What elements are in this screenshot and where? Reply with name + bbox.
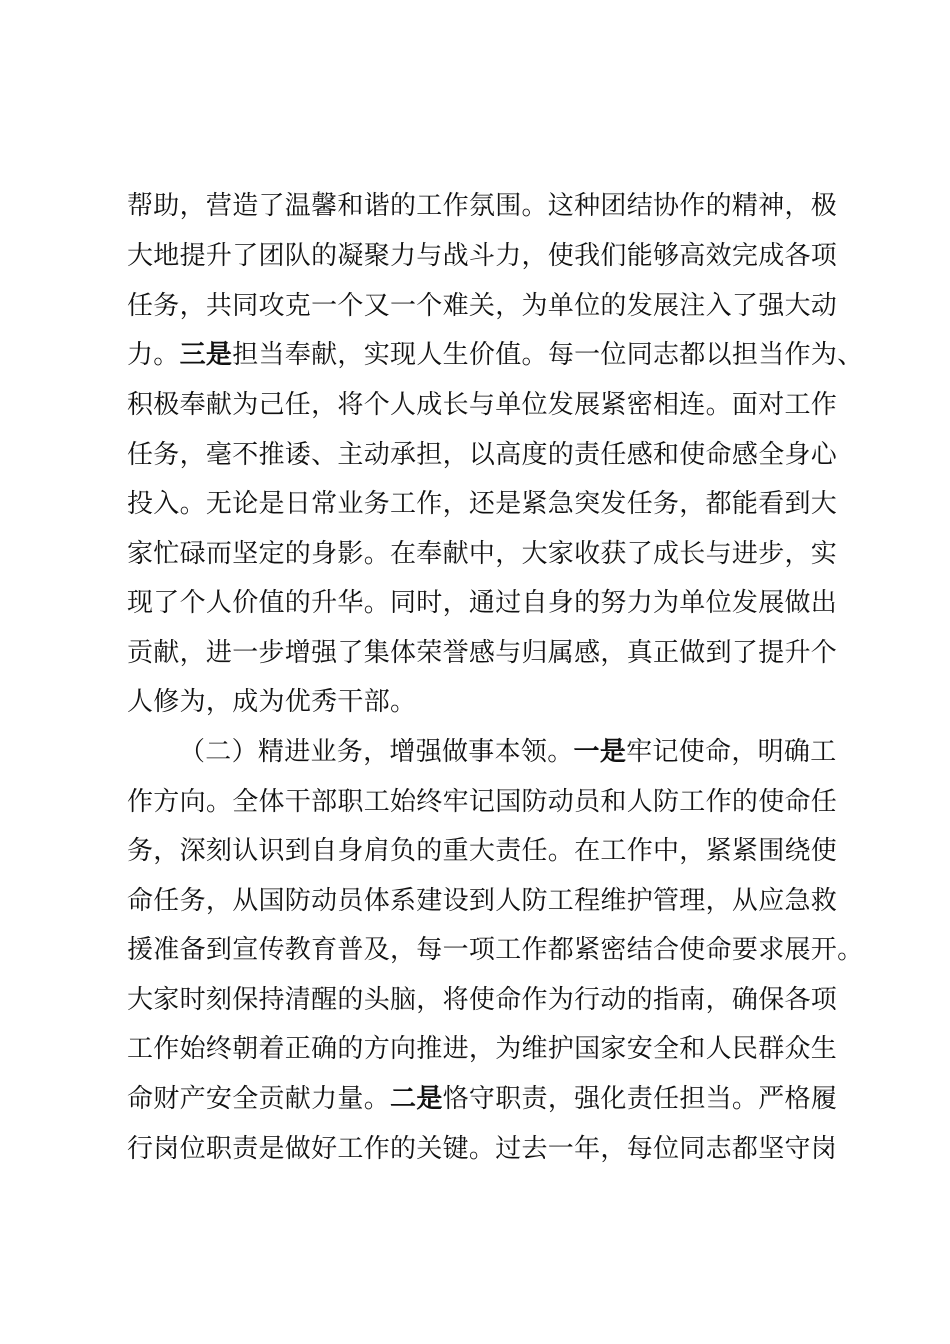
text-line bbox=[127, 876, 847, 926]
section-heading: （二）精进业务，增强做事本领。 bbox=[179, 737, 574, 767]
text-segment: 积极奉献为己任，将个人成长与单位发展紧密相连。面对工作 bbox=[127, 390, 838, 420]
text-segment: 任务，毫不推诿、主动承担，以高度的责任感和使命感全身心 bbox=[127, 440, 838, 470]
text-segment: 担当奉献，实现人生价值。每一位同志都以担当作为、 bbox=[232, 340, 864, 370]
text-segment: 工作始终朝着正确的方向推进，为维护国家安全和人民群众生 bbox=[127, 1034, 838, 1064]
text-segment: 贡献，进一步增强了集体荣誉感与归属感，真正做到了提升个 bbox=[127, 638, 838, 668]
text-segment: 力。 bbox=[127, 340, 180, 370]
text-segment: 恪守职责，强化责任担当。严格履 bbox=[442, 1084, 838, 1114]
text-segment: 人修为，成为优秀干部。 bbox=[127, 687, 417, 717]
text-line bbox=[127, 628, 847, 678]
text-segment: 牢记使命，明确工 bbox=[626, 737, 837, 767]
text-segment: 务，深刻认识到自身肩负的重大责任。在工作中，紧紧围绕使 bbox=[127, 836, 838, 866]
text-line bbox=[127, 677, 847, 727]
text-line bbox=[127, 925, 864, 975]
text-segment: 现了个人价值的升华。同时，通过自身的努力为单位发展做出 bbox=[127, 588, 838, 618]
bold-ordinal-label: 二是 bbox=[390, 1084, 443, 1114]
text-segment: 作方向。全体干部职工始终牢记国防动员和人防工作的使命任 bbox=[127, 787, 838, 817]
text-line bbox=[127, 231, 847, 281]
text-line bbox=[127, 479, 847, 529]
text-line bbox=[127, 430, 847, 480]
bold-ordinal-label: 三是 bbox=[179, 340, 233, 370]
text-segment: 命任务，从国防动员体系建设到人防工程维护管理，从应急救 bbox=[127, 886, 838, 916]
text-line bbox=[127, 529, 847, 579]
section-heading-line bbox=[179, 727, 847, 777]
text-segment: 任务，共同攻克一个又一个难关，为单位的发展注入了强大动 bbox=[127, 291, 838, 321]
text-line bbox=[127, 975, 847, 1025]
text-line bbox=[127, 578, 847, 628]
text-segment: 投入。无论是日常业务工作，还是紧急突发任务，都能看到大 bbox=[127, 489, 838, 519]
text-segment: 大地提升了团队的凝聚力与战斗力，使我们能够高效完成各项 bbox=[127, 241, 838, 271]
text-line bbox=[127, 281, 847, 331]
text-line bbox=[127, 777, 847, 827]
text-line bbox=[127, 826, 847, 876]
text-line bbox=[127, 330, 864, 380]
text-segment: 命财产安全贡献力量。 bbox=[127, 1084, 391, 1114]
text-line bbox=[127, 1074, 847, 1124]
text-segment: 援准备到宣传教育普及，每一项工作都紧密结合使命要求展开。 bbox=[127, 935, 864, 965]
text-line bbox=[127, 1124, 847, 1174]
text-line bbox=[127, 1024, 847, 1074]
text-segment: 大家时刻保持清醒的头脑，将使命作为行动的指南，确保各项 bbox=[127, 985, 838, 1015]
bold-ordinal-label: 一是 bbox=[573, 737, 627, 767]
text-segment: 帮助，营造了温馨和谐的工作氛围。这种团结协作的精神，极 bbox=[127, 191, 838, 221]
text-line bbox=[127, 181, 847, 231]
text-segment: 家忙碌而坚定的身影。在奉献中，大家收获了成长与进步，实 bbox=[127, 539, 838, 569]
text-segment: 行岗位职责是做好工作的关键。过去一年，每位同志都坚守岗 bbox=[127, 1134, 838, 1164]
text-line bbox=[127, 380, 847, 430]
